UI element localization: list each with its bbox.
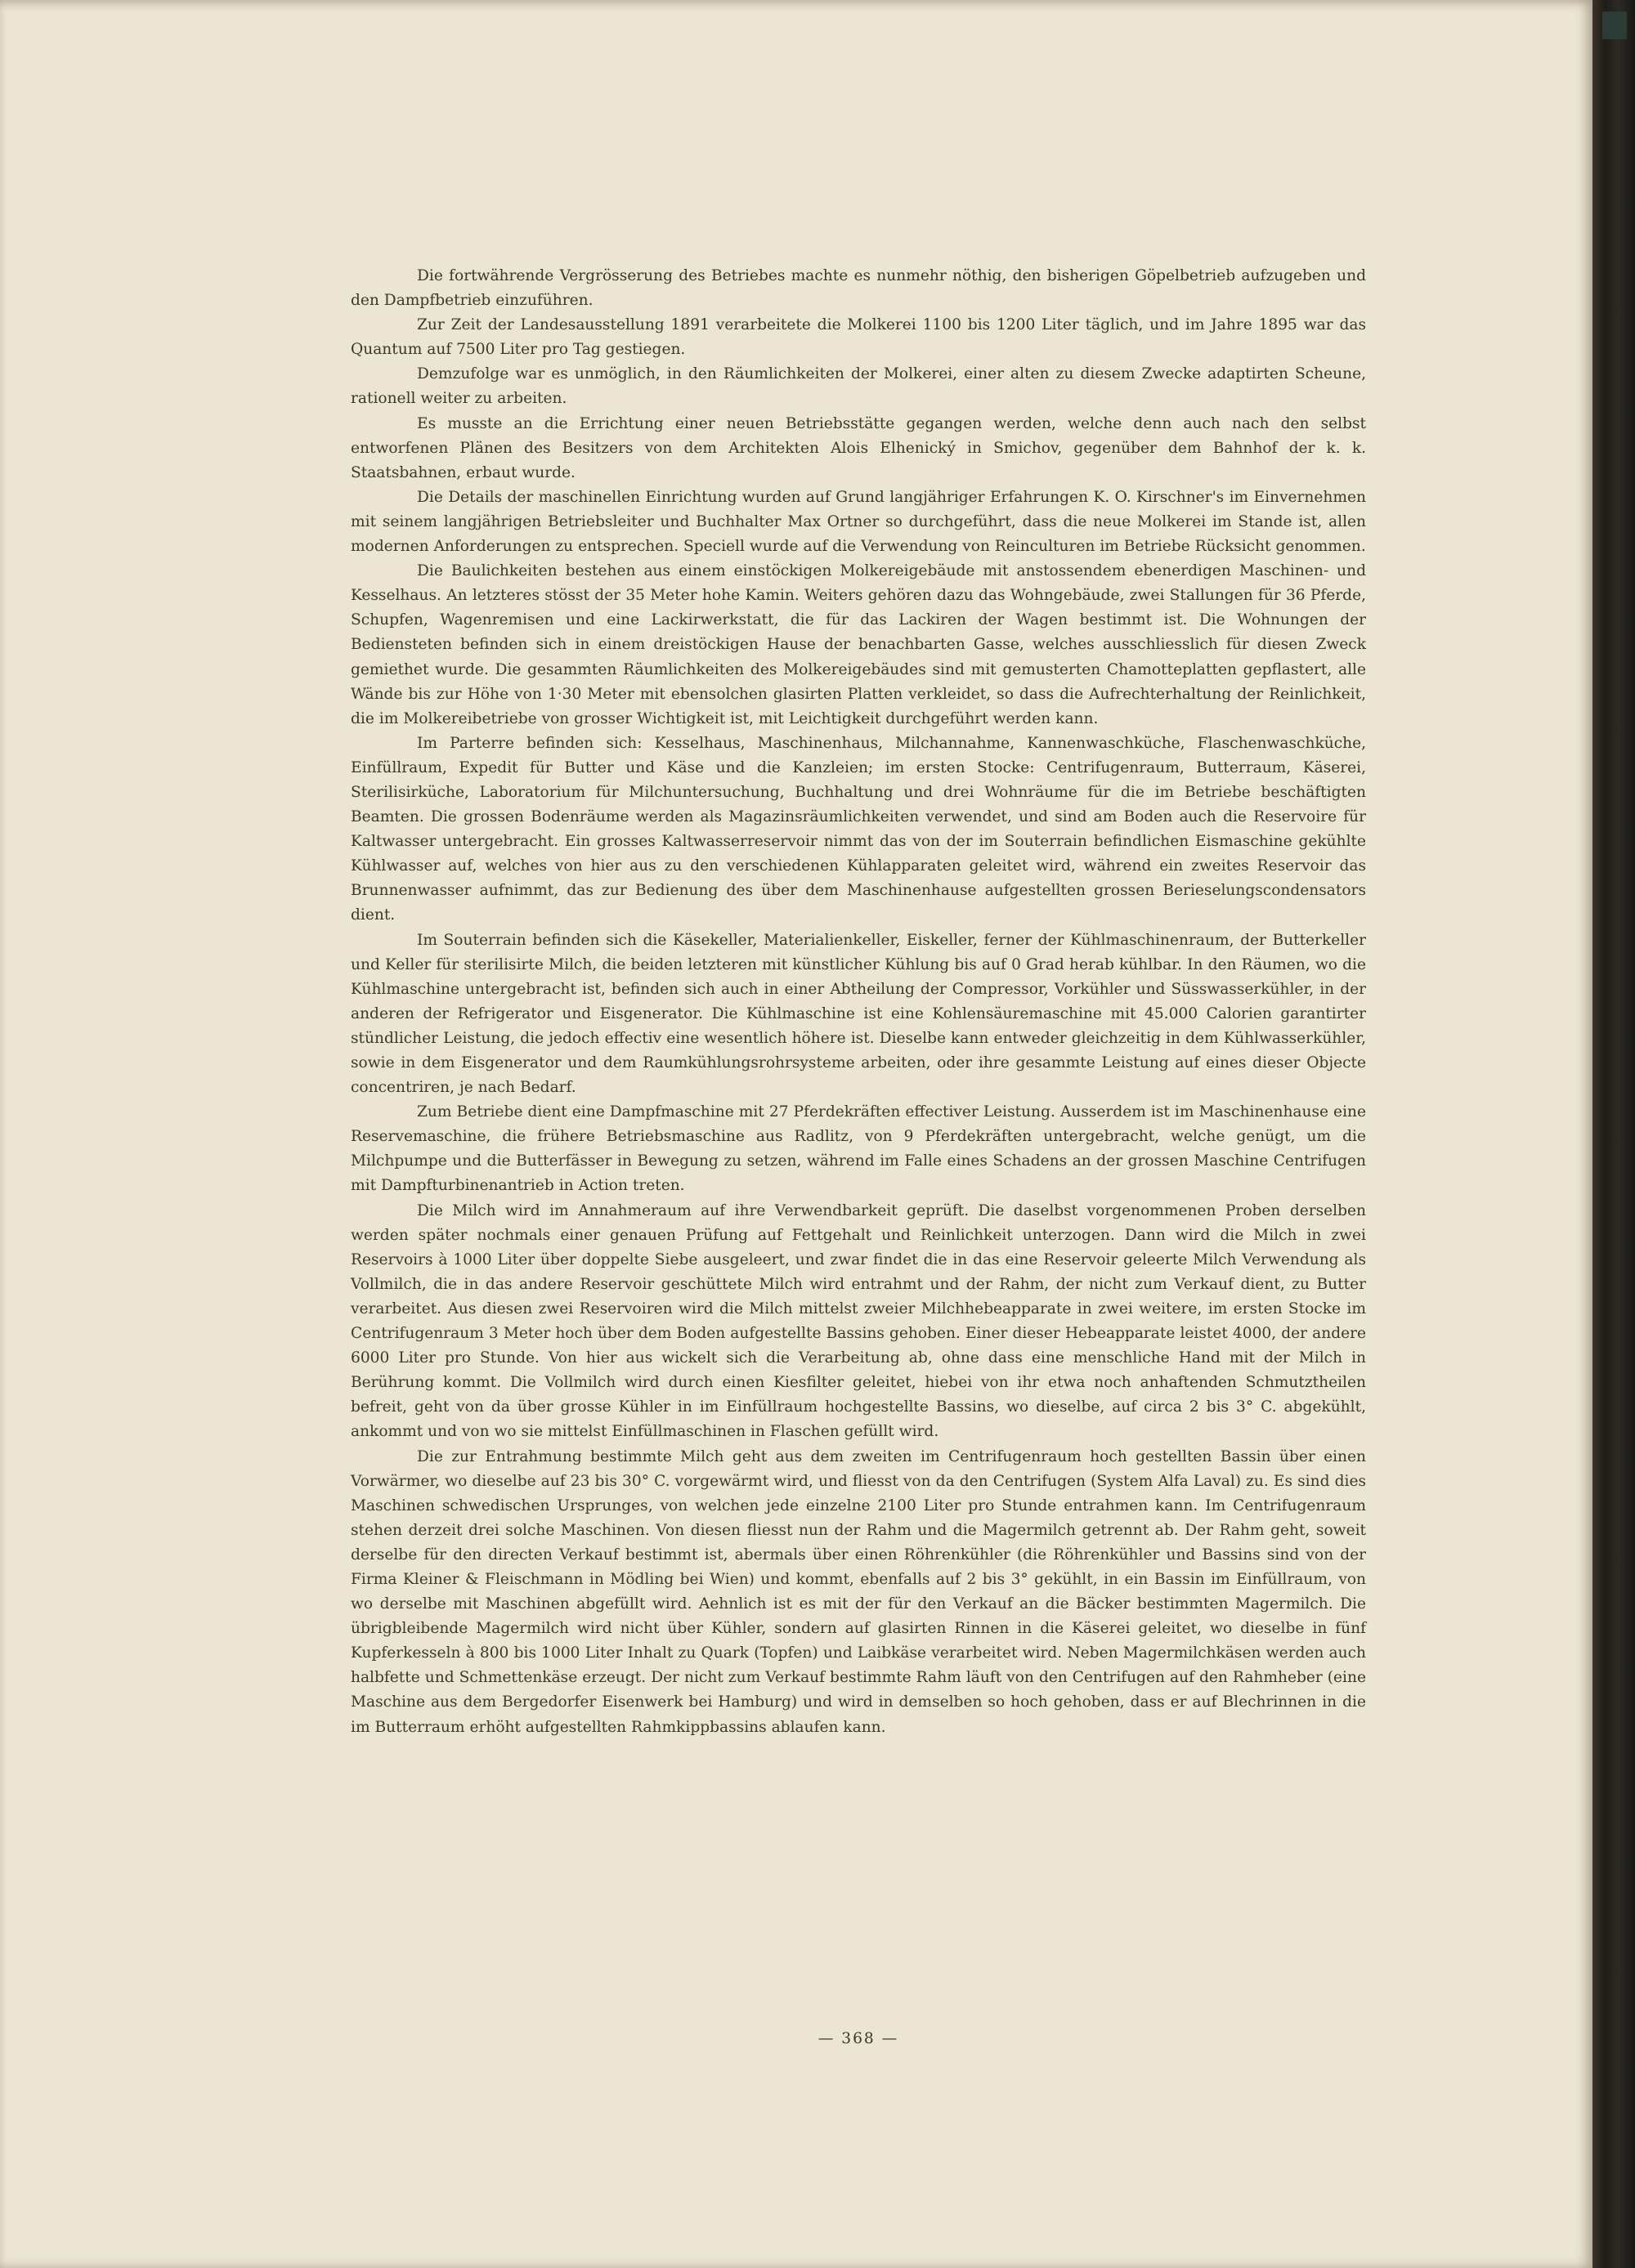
paragraph-8: Im Souterrain befinden sich die Käsekeller, Materialienkeller, Eiskeller, ferner der Kühlmaschinenraum, der Butterkeller und Keller für sterilisirte Milch, die beiden letzteren mit künstlicher Kühlung bis auf 0 Grad herab kühlbar. In den Räumen, wo die Kühlmaschine untergebracht ist, befinden sich auch in einer Abtheilung der Compressor, Vorkühler und Süsswasserkühler, in der anderen der Refrigerator und Eisgenerator. Die Kühlmaschine ist eine Kohlensäuremaschine mit 45.000 Calorien garantirter stündlicher Leistung, die jedoch effectiv eine wesentlich höhere ist. Dieselbe kann entweder gleichzeitig in dem Kühlwasserkühler, sowie in dem Eisgenerator und dem Raumkühlungsrohrsysteme arbeiten, oder ihre gesammte Leistung auf eines dieser Objecte concentriren, je nach Bedarf. <box>351 931 1366 1097</box>
paragraph-10: Die Milch wird im Annahmeraum auf ihre Verwendbarkeit geprüft. Die daselbst vorgenommenen Proben derselben werden später nochmals einer genauen Prüfung auf Fettgehalt und Reinlichkeit unterzogen. Dann wird die Milch in zwei Reservoirs à 1000 Liter über doppelte Siebe ausgeleert, und zwar findet die in das eine Reservoir geleerte Milch Verwendung als Vollmilch, die in das andere Reservoir geschüttete Milch wird entrahmt und der Rahm, der nicht zum Verkauf dient, zu Butter verarbeitet. Aus diesen zwei Reservoiren wird die Milch mittelst zweier Milchhebeapparate in zwei weitere, im ersten Stocke im Centrifugenraum 3 Meter hoch über dem Boden aufgestellte Bassins gehoben. Einer dieser Hebeapparate leistet 4000, der andere 6000 Liter pro Stunde. Von hier aus wickelt sich die Verarbeitung ab, ohne dass eine menschliche Hand mit der Milch in Berührung kommt. Die Vollmilch wird durch einen Kiesfilter geleitet, hiebei von ihr etwa noch anhaftenden Schmutztheilen befreit, geht von da über grosse Kühler in im Einfüllraum hochgestellte Bassins, wo dieselbe, auf circa 2 bis 3° C. abgekühlt, ankommt und von wo sie mittelst Einfüllmaschinen in Flaschen gefüllt wird. <box>351 1201 1366 1441</box>
paragraph-3: Demzufolge war es unmöglich, in den Räumlichkeiten der Molkerei, einer alten zu diesem Zwecke adaptirten Scheune, rationell weiter zu arbeiten. <box>351 365 1366 408</box>
book-gutter <box>1592 0 1635 2268</box>
paragraph-7: Im Parterre befinden sich: Kesselhaus, Maschinenhaus, Milchannahme, Kannenwaschküche, Flaschenwaschküche, Einfüllraum, Expedit für Butter und Käse und die Kanzleien; im ersten Stocke: Centrifugenraum, Butterraum, Käserei, Sterilisirküche, Laboratorium für Milchuntersuchung, Buchhaltung und drei Wohnräume für die im Betriebe beschäftigten Beamten. Die grossen Bodenräume werden als Magazinsräumlichkeiten verwendet, und sind am Boden auch die Reservoire für Kaltwasser untergebracht. Ein grosses Kaltwasserreservoir nimmt das von der im Souterrain befindlichen Eismaschine gekühlte Kühlwasser auf, welches von hier aus zu den verschiedenen Kühlapparaten geleitet wird, während ein zweites Reservoir das Brunnenwasser aufnimmt, das zur Bedienung des über dem Maschinenhause aufgestellten grossen Berieselungscondensators dient. <box>351 734 1366 924</box>
paragraph-4: Es musste an die Errichtung einer neuen Betriebsstätte gegangen werden, welche denn auch nach den selbst entworfenen Plänen des Besitzers von dem Architekten Alois Elhenický in Smichov, gegenüber dem Bahnhof der k. k. Staatsbahnen, erbaut wurde. <box>351 414 1366 481</box>
paragraph-9: Zum Betriebe dient eine Dampfmaschine mit 27 Pferdekräften effectiver Leistung. Ausserdem ist im Maschinenhause eine Reservemaschine, die frühere Betriebsmaschine aus Radlitz, von 9 Pferdekräften untergebracht, welche genügt, um die Milchpumpe und die Butterfässer in Bewegung zu setzen, während im Falle eines Schadens an der grossen Maschine Centrifugen mit Dampfturbinenantrieb in Action treten. <box>351 1103 1366 1195</box>
page-number: — 368 — <box>818 2030 899 2047</box>
paragraph-5: Die Details der maschinellen Einrichtung wurden auf Grund langjähriger Erfahrungen K. O. Kirschner's im Einvernehmen mit seinem langjährigen Betriebsleiter und Buchhalter Max Ortner so durchgeführt, dass die neue Molkerei im Stande ist, allen modernen Anforderungen zu entsprechen. Speciell wurde auf die Verwendung von Reinculturen im Betriebe Rücksicht genommen. <box>351 488 1366 556</box>
paragraph-1: Die fortwährende Vergrösserung des Betriebes machte es nunmehr nöthig, den bisherigen Göpelbetrieb aufzugeben und den Dampfbetrieb einzuführen. <box>351 267 1366 310</box>
binding-tab <box>1602 11 1627 39</box>
body-text <box>351 264 1366 1740</box>
paragraph-6: Die Baulichkeiten bestehen aus einem einstöckigen Molkereigebäude mit anstossendem ebenerdigen Maschinen- und Kesselhaus. An letzteres stösst der 35 Meter hohe Kamin. Weiters gehören dazu das Wohngebäude, zwei Stallungen für 36 Pferde, Schupfen, Wagenremisen und eine Lackirwerkstatt, die für das Lackiren der Wagen bestimmt ist. Die Wohnungen der Bediensteten befinden sich in einem dreistöckigen Hause der benachbarten Gasse, welches ausschliesslich für diesen Zweck gemiethet wurde. Die gesammten Räumlichkeiten des Molkereigebäudes sind mit gemusterten Chamotteplatten gepflastert, alle Wände bis zur Höhe von 1·30 Meter mit ebensolchen glasirten Platten verkleidet, so dass die Aufrechterhaltung der Reinlichkeit, die im Molkereibetriebe von grosser Wichtigkeit ist, mit Leichtigkeit durchgeführt werden kann. <box>351 562 1366 727</box>
paragraph-11: Die zur Entrahmung bestimmte Milch geht aus dem zweiten im Centrifugenraum hoch gestellten Bassin über einen Vorwärmer, wo dieselbe auf 23 bis 30° C. vorgewärmt wird, und fliesst von da den Centrifugen (System Alfa Laval) zu. Es sind dies Maschinen schwedischen Ursprunges, von welchen jede einzelne 2100 Liter pro Stunde entrahmen kann. Im Centrifugenraum stehen derzeit drei solche Maschinen. Von diesen fliesst nun der Rahm und die Magermilch getrennt ab. Der Rahm geht, soweit derselbe für den directen Verkauf bestimmt ist, abermals über einen Röhrenkühler (die Röhrenkühler und Bassins sind von der Firma Kleiner & Fleischmann in Mödling bei Wien) und kommt, ebenfalls auf 2 bis 3° gekühlt, in ein Bassin im Einfüllraum, von wo derselbe mit Maschinen abgefüllt wird. Aehnlich ist es mit der für den Verkauf an die Bäcker bestimmten Magermilch. Die übrigbleibende Magermilch wird nicht über Kühler, sondern auf glasirten Rinnen in die Käserei geleitet, wo dieselbe in fünf Kupferkesseln à 800 bis 1000 Liter Inhalt zu Quark (Topfen) und Laibkäse verarbeitet wird. Neben Magermilchkäsen werden auch halbfette und Schmettenkäse erzeugt. Der nicht zum Verkauf bestimmte Rahm läuft von den Centrifugen auf den Rahmheber (eine Maschine aus dem Bergedorfer Eisenwerk bei Hamburg) und wird in demselben so hoch gehoben, dass er auf Blechrinnen in die im Butterraum erhöht aufgestellten Rahmkippbassins ablaufen kann. <box>351 1447 1366 1736</box>
paragraph-2: Zur Zeit der Landesausstellung 1891 verarbeitete die Molkerei 1100 bis 1200 Liter täglich, und im Jahre 1895 war das Quantum auf 7500 Liter pro Tag gestiegen. <box>351 316 1366 359</box>
